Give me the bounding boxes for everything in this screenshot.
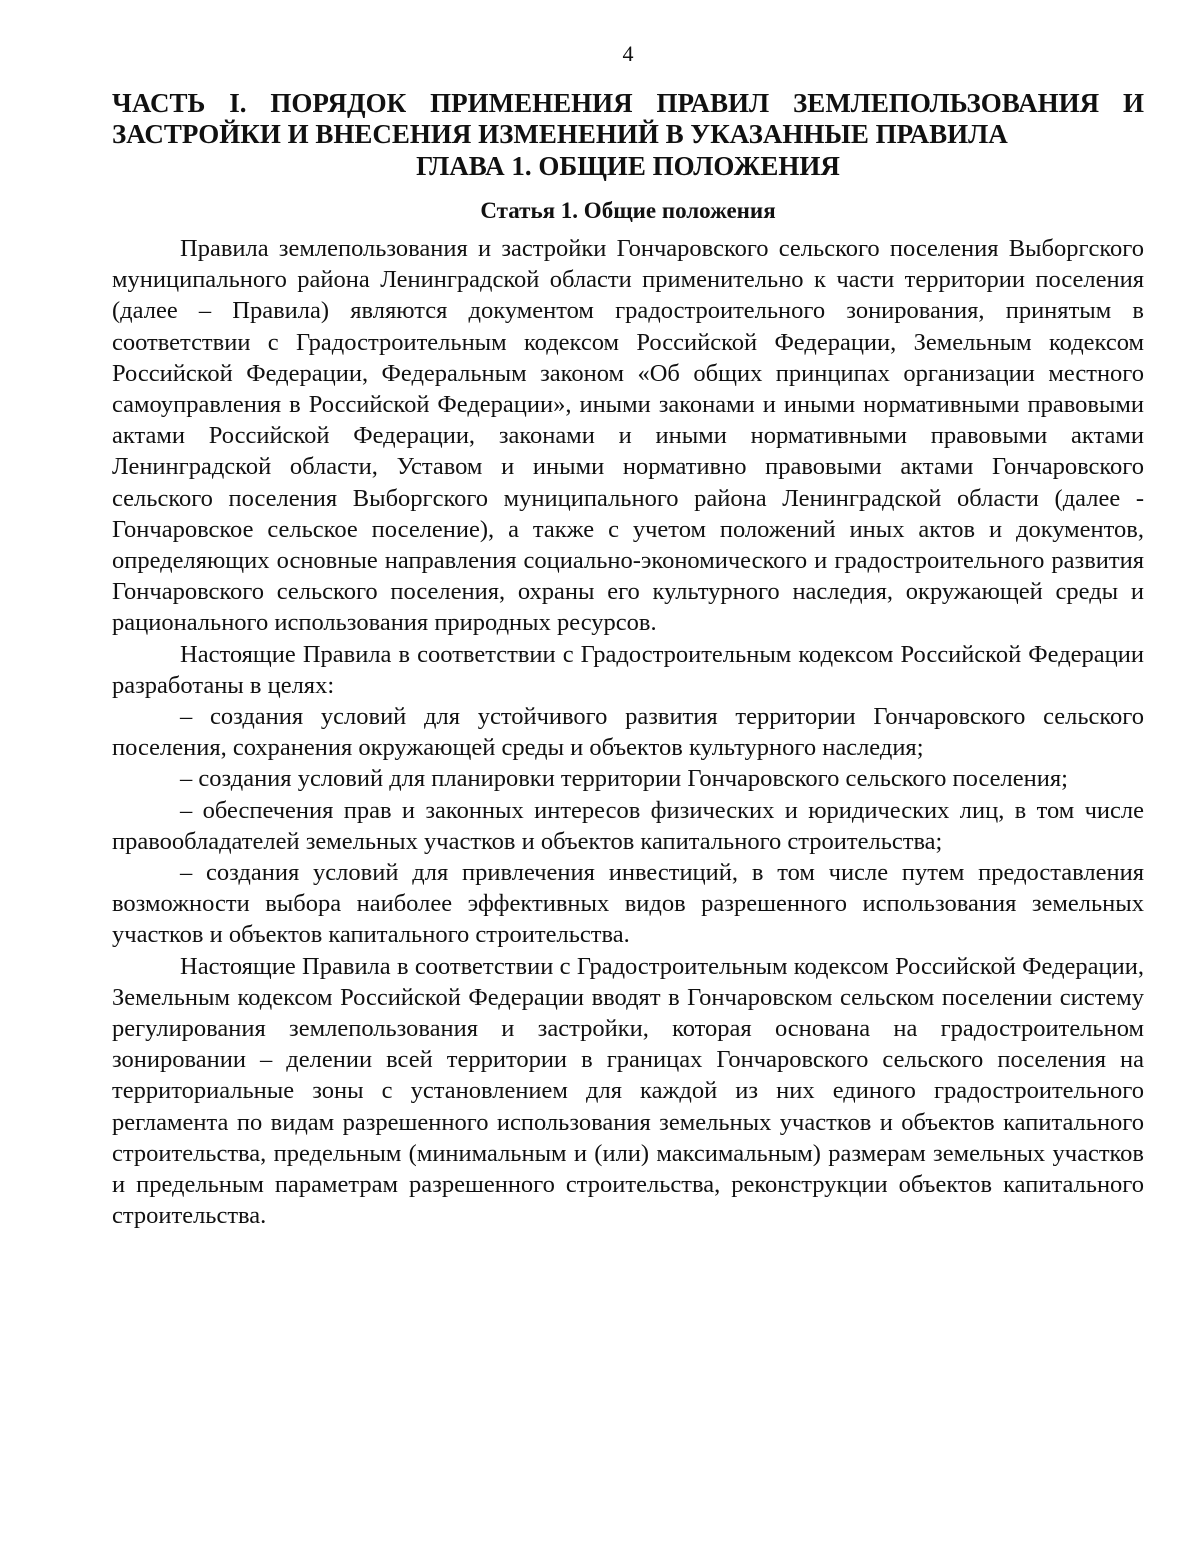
document-page bbox=[112, 40, 1144, 1232]
list-item-rights-protection: – обеспечения прав и законных интересов физических и юридических лиц, в том числе правообладателей земельных участков и объектов капитального строительства; bbox=[112, 796, 1144, 855]
chapter-title: ГЛАВА 1. ОБЩИЕ ПОЛОЖЕНИЯ bbox=[416, 151, 840, 181]
list-item-sustainable-development: – создания условий для устойчивого развития территории Гончаровского сельского поселения, сохранения окружающей среды и объектов культурного наследия; bbox=[112, 703, 1144, 762]
page-number: 4 bbox=[622, 41, 634, 66]
paragraph-zoning-system: Настоящие Правила в соответствии с Градостроительным кодексом Российской Федерации, Земельным кодексом Российской Федерации вводят в Гончаровском сельском поселении систему регулирования землепользования и застройки, которая основана на градостроительном зонировании – делении всей территории в границах Гончаровского сельского поселения на территориальные зоны с установлением для каждой из них единого градостроительного регламента по видам разрешенного использования земельных участков и объектов капитального строительства, предельным (минимальным и (или) максимальным) размерам земельных участков и предельным параметрам разрешенного строительства, реконструкции объектов капитального строительства. bbox=[112, 952, 1144, 1230]
paragraph-rules-definition: Правила землепользования и застройки Гончаровского сельского поселения Выборгского муниципального района Ленинградской области применительно к части территории поселения (далее – Правила) являются документом градостроительного зонирования, принятым в соответствии с Градостроительным кодексом Российской Федерации, Земельным кодексом Российской Федерации, Федеральным законом «Об общих принципах организации местного самоуправления в Российской Федерации», иными законами и иными нормативными правовыми актами Российской Федерации, законами и иными нормативными правовыми актами Ленинградской области, Уставом и иными нормативно правовыми актами Гончаровского сельского поселения Выборгского муниципального района Ленинградской области (далее - Гончаровское сельское поселение), а также с учетом положений иных актов и документов, определяющих основные направления социально-экономического и градостроительного развития Гончаровского сельского поселения, охраны его культурного наследия, окружающей среды и рационального использования природных ресурсов. bbox=[112, 235, 1144, 637]
list-item-territory-planning: – создания условий для планировки территории Гончаровского сельского поселения; bbox=[180, 765, 1068, 793]
part-title: ЧАСТЬ I. ПОРЯДОК ПРИМЕНЕНИЯ ПРАВИЛ ЗЕМЛЕПОЛЬЗОВАНИЯ И ЗАСТРОЙКИ И ВНЕСЕНИЯ ИЗМЕНЕНИЙ В УКАЗАННЫЕ ПРАВИЛА bbox=[112, 88, 1144, 149]
article-title: Статья 1. Общие положения bbox=[480, 198, 776, 223]
list-item-investment-conditions: – создания условий для привлечения инвестиций, в том числе путем предоставления возможности выбора наиболее эффективных видов разрешенного использования земельных участков и объектов капитального строительства. bbox=[112, 859, 1144, 949]
paragraph-purposes-intro: Настоящие Правила в соответствии с Градостроительным кодексом Российской Федерации разработаны в целях: bbox=[112, 640, 1144, 699]
